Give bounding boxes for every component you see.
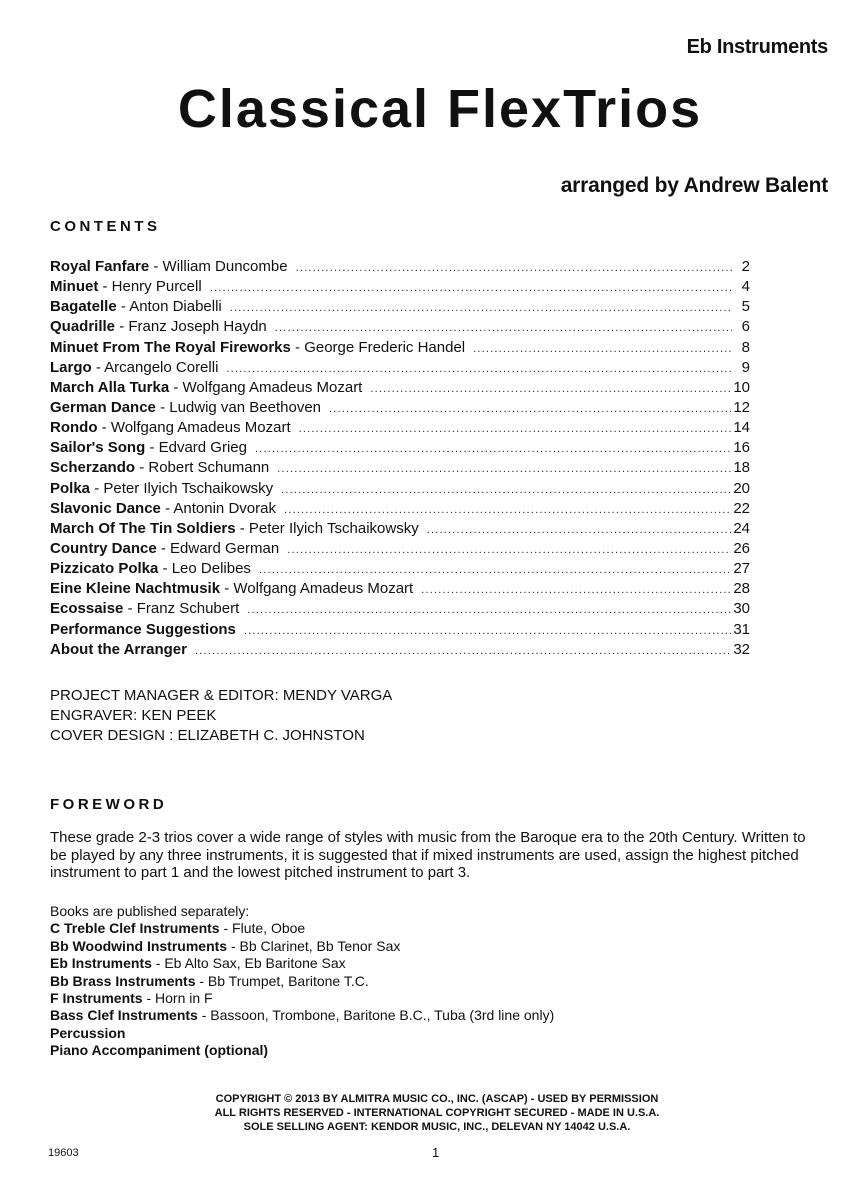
toc-composer: - Ludwig van Beethoven xyxy=(160,398,322,416)
book-label: Bb Brass Instruments xyxy=(50,972,196,989)
toc-page: 26 xyxy=(733,539,750,557)
toc-page: 31 xyxy=(733,620,750,638)
toc-leader xyxy=(473,339,732,359)
book-label: Bb Woodwind Instruments xyxy=(50,937,228,954)
table-of-contents xyxy=(50,257,750,660)
toc-entry xyxy=(50,277,750,297)
toc-composer: - Peter Ilyich Tschaikowsky xyxy=(239,519,419,537)
book-detail: - Eb Alto Sax, Eb Baritone Sax xyxy=(151,955,346,972)
toc-entry xyxy=(50,358,750,378)
books-list xyxy=(50,903,554,1060)
toc-composer: - Franz Schubert xyxy=(127,600,240,618)
books-intro: Books are published separately: xyxy=(50,903,250,919)
toc-title: Quadrille xyxy=(50,318,116,336)
toc-page: 9 xyxy=(741,358,750,376)
toc-entry xyxy=(50,297,750,317)
toc-composer: - Wolfgang Amadeus Mozart xyxy=(224,580,414,598)
toc-title: About the Arranger xyxy=(50,640,187,658)
toc-leader xyxy=(299,419,732,439)
book-item xyxy=(50,990,554,1007)
arranger-credit: arranged by Andrew Balent xyxy=(560,174,828,197)
toc-entry xyxy=(50,338,750,358)
toc-leader xyxy=(247,600,731,620)
toc-composer: - George Frederic Handel xyxy=(295,338,466,356)
book-item xyxy=(50,1042,554,1059)
toc-title: March Of The Tin Soldiers xyxy=(50,519,236,537)
toc-leader xyxy=(427,520,732,540)
toc-leader xyxy=(195,641,731,661)
toc-entry xyxy=(50,257,750,277)
toc-leader xyxy=(244,621,731,641)
toc-entry xyxy=(50,378,750,398)
toc-title: Polka xyxy=(50,479,91,497)
page-title: Classical FlexTrios xyxy=(177,79,703,139)
contents-heading: CONTENTS xyxy=(50,218,161,235)
toc-composer: - Wolfgang Amadeus Mozart xyxy=(173,378,363,396)
toc-page: 16 xyxy=(733,439,750,457)
toc-leader xyxy=(210,278,732,298)
toc-title: Sailor's Song xyxy=(50,439,146,457)
toc-entry xyxy=(50,599,750,619)
toc-entry xyxy=(50,519,750,539)
toc-entry xyxy=(50,398,750,418)
book-item xyxy=(50,955,554,972)
book-detail: - Bb Trumpet, Baritone T.C. xyxy=(195,972,369,989)
toc-composer: - Henry Purcell xyxy=(102,278,202,296)
toc-title: Pizzicato Polka xyxy=(50,560,159,578)
foreword-heading: FOREWORD xyxy=(50,796,168,813)
toc-entry xyxy=(50,458,750,478)
toc-page: 20 xyxy=(733,479,750,497)
toc-leader xyxy=(287,540,731,560)
toc-leader xyxy=(284,500,731,520)
book-item xyxy=(50,1007,554,1024)
toc-entry xyxy=(50,620,750,640)
book-detail: - Horn in F xyxy=(142,990,213,1007)
toc-entry xyxy=(50,418,750,438)
toc-leader xyxy=(259,560,731,580)
foreword-paragraph: These grade 2-3 trios cover a wide range of styles with music from the Baroque era to the 20th Century. Written to be played by any three instruments, it is suggested that if mixed instruments are used, assign the highest pitched instrument to part 1 and the lowest pitched instrument to part 3. xyxy=(50,829,806,881)
toc-page: 24 xyxy=(733,519,750,537)
toc-entry xyxy=(50,317,750,337)
toc-composer: - Peter Ilyich Tschaikowsky xyxy=(94,479,274,497)
toc-page: 10 xyxy=(733,378,750,396)
toc-page: 18 xyxy=(733,459,750,477)
toc-page: 28 xyxy=(733,580,750,598)
edition-label: Eb Instruments xyxy=(686,36,828,58)
toc-composer: - Anton Diabelli xyxy=(120,298,222,316)
credit-line: PROJECT MANAGER & EDITOR: MENDY VARGA xyxy=(50,687,393,704)
book-item xyxy=(50,973,554,990)
toc-page: 4 xyxy=(741,278,750,296)
toc-title: Performance Suggestions xyxy=(50,620,236,638)
toc-leader xyxy=(421,580,731,600)
toc-composer: - Wolfgang Amadeus Mozart xyxy=(101,419,291,437)
page-number: 1 xyxy=(432,1145,440,1160)
toc-leader xyxy=(226,359,732,379)
toc-composer: - Franz Joseph Haydn xyxy=(119,318,267,336)
toc-page: 12 xyxy=(733,398,750,416)
book-item xyxy=(50,938,554,955)
copyright-notice xyxy=(8,1092,858,1134)
toc-entry xyxy=(50,479,750,499)
toc-composer: - Leo Delibes xyxy=(162,560,251,578)
credit-line: ENGRAVER: KEN PEEK xyxy=(50,707,217,724)
book-label: Bass Clef Instruments xyxy=(50,1007,198,1024)
book-label: F Instruments xyxy=(50,990,143,1007)
toc-leader xyxy=(275,318,732,338)
toc-composer: - William Duncombe xyxy=(153,258,288,275)
toc-title: Largo xyxy=(50,358,92,376)
catalog-number: 19603 xyxy=(48,1147,79,1159)
toc-composer: - Arcangelo Corelli xyxy=(95,358,219,376)
toc-title: Scherzando xyxy=(50,459,136,477)
book-label: Percussion xyxy=(50,1024,126,1041)
copyright-line: ALL RIGHTS RESERVED - INTERNATIONAL COPYRIGHT SECURED - MADE IN U.S.A. xyxy=(214,1107,660,1119)
toc-entry xyxy=(50,539,750,559)
toc-leader xyxy=(277,459,731,479)
book-label: Eb Instruments xyxy=(50,955,152,972)
toc-page: 14 xyxy=(733,419,750,437)
toc-composer: - Edvard Grieg xyxy=(149,439,247,457)
toc-leader xyxy=(296,258,732,278)
book-item xyxy=(50,1025,554,1042)
toc-composer: - Edward German xyxy=(160,539,280,557)
toc-title: German Dance xyxy=(50,398,156,416)
toc-page: 8 xyxy=(741,338,750,356)
toc-page: 22 xyxy=(733,499,750,517)
book-detail: - Bb Clarinet, Bb Tenor Sax xyxy=(227,937,401,954)
toc-leader xyxy=(255,439,731,459)
toc-entry xyxy=(50,640,750,660)
toc-title: Minuet From The Royal Fireworks xyxy=(50,338,291,356)
toc-composer: - Antonin Dvorak xyxy=(165,499,276,517)
toc-leader xyxy=(370,379,731,399)
toc-leader xyxy=(329,399,731,419)
toc-composer: - Robert Schumann xyxy=(139,459,270,477)
toc-title: Slavonic Dance xyxy=(50,499,161,517)
credit-line: COVER DESIGN : ELIZABETH C. JOHNSTON xyxy=(50,727,365,744)
toc-page: 2 xyxy=(741,258,750,275)
copyright-line: COPYRIGHT © 2013 BY ALMITRA MUSIC CO., INC. (ASCAP) - USED BY PERMISSION xyxy=(215,1093,659,1105)
book-detail: - Flute, Oboe xyxy=(219,920,306,937)
book-label: Piano Accompaniment (optional) xyxy=(50,1042,269,1059)
toc-page: 32 xyxy=(733,640,750,658)
book-item xyxy=(50,920,554,937)
toc-entry xyxy=(50,579,750,599)
toc-entry xyxy=(50,559,750,579)
toc-page: 27 xyxy=(733,560,750,578)
toc-leader xyxy=(230,298,732,318)
toc-title: Royal Fanfare xyxy=(50,258,150,275)
book-detail: - Bassoon, Trombone, Baritone B.C., Tuba (3rd line only) xyxy=(197,1007,555,1024)
toc-title: Bagatelle xyxy=(50,298,117,316)
toc-page: 6 xyxy=(741,318,750,336)
toc-title: Country Dance xyxy=(50,539,157,557)
toc-entry xyxy=(50,438,750,458)
copyright-line: SOLE SELLING AGENT: KENDOR MUSIC, INC., DELEVAN NY 14042 U.S.A. xyxy=(243,1121,631,1133)
toc-page: 30 xyxy=(733,600,750,618)
toc-title: Ecossaise xyxy=(50,600,124,618)
book-label: C Treble Clef Instruments xyxy=(50,920,220,937)
credits xyxy=(50,686,392,746)
toc-page: 5 xyxy=(741,298,750,316)
toc-title: Rondo xyxy=(50,419,98,437)
toc-leader xyxy=(281,480,731,500)
toc-title: March Alla Turka xyxy=(50,378,170,396)
toc-title: Minuet xyxy=(50,278,99,296)
toc-title: Eine Kleine Nachtmusik xyxy=(50,580,221,598)
toc-entry xyxy=(50,499,750,519)
